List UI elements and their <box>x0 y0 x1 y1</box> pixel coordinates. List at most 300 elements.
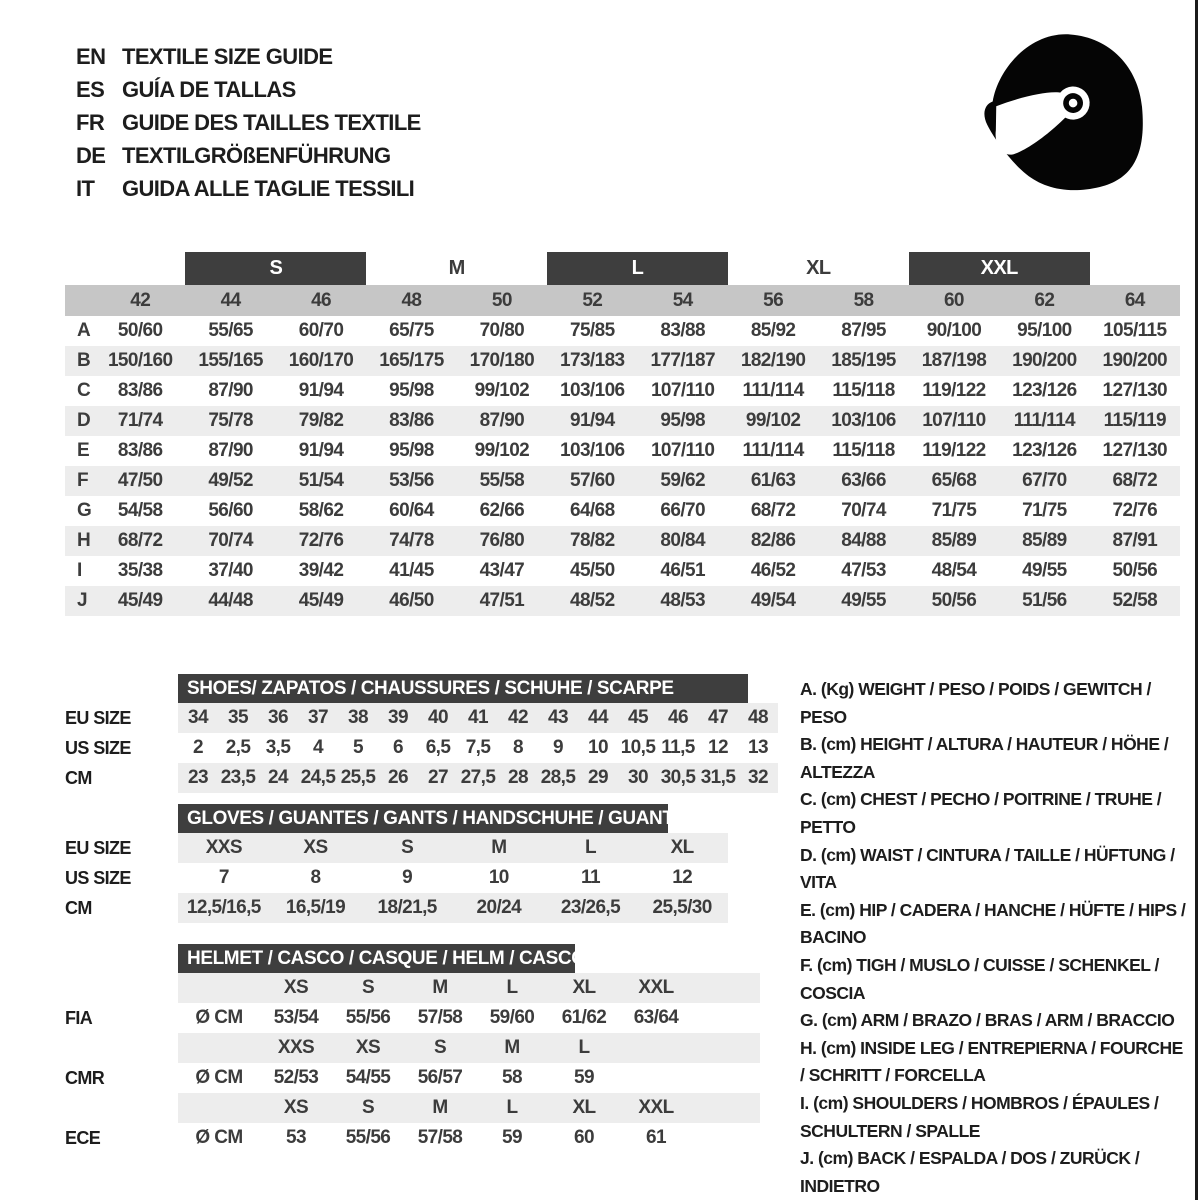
shoes-cell: 8 <box>513 737 523 758</box>
size-cell: 87/90 <box>208 380 253 401</box>
size-cell: 185/195 <box>831 350 896 371</box>
size-cell: 70/80 <box>479 320 525 341</box>
gloves-cells <box>178 893 728 923</box>
helmet-size-header: XL <box>572 977 596 998</box>
size-cell: 177/187 <box>650 350 715 371</box>
helmet-size-cell: 54/55 <box>345 1067 391 1088</box>
shoes-cell: 4 <box>313 737 323 758</box>
size-col-header: 62 <box>1034 289 1055 311</box>
shoes-cell: 12 <box>708 737 728 758</box>
size-cell: 72/76 <box>298 530 344 551</box>
shoes-cells <box>178 703 778 733</box>
shoes-cell: 26 <box>388 767 408 788</box>
shoes-cell: 31,5 <box>700 767 736 788</box>
language-row <box>76 106 421 139</box>
row-label: H <box>77 530 91 551</box>
size-cell: 60/70 <box>298 320 344 341</box>
shoes-cell: 25,5 <box>340 767 376 788</box>
size-col-header: 44 <box>220 289 241 311</box>
size-cell: 75/85 <box>570 320 615 341</box>
shoes-table-title: SHOES/ ZAPATOS / CHAUSSURES / SCHUHE / SCARPE <box>178 674 748 703</box>
shoes-cell: 30,5 <box>660 767 696 788</box>
shoes-cell: 32 <box>748 767 768 788</box>
helmet-standard-label: FIA <box>65 1007 93 1028</box>
size-cell: 83/86 <box>117 440 163 461</box>
shoes-cell: 47 <box>708 707 728 728</box>
shoes-cell: 27 <box>428 767 448 788</box>
size-cell: 53/56 <box>389 470 434 491</box>
size-col-header: 60 <box>943 289 964 311</box>
helmet-size-header-cells <box>178 1093 760 1123</box>
helmet-size-header: M <box>432 1097 448 1118</box>
gloves-cell: XXS <box>205 837 242 858</box>
size-cell: 71/75 <box>931 500 977 521</box>
size-cell: 83/86 <box>389 410 434 431</box>
shoes-row <box>65 703 778 733</box>
language-code: ES <box>76 77 105 102</box>
helmet-size-cell: 59 <box>502 1127 522 1148</box>
shoes-cell: 6,5 <box>425 737 451 758</box>
shoes-cell: 23,5 <box>220 767 256 788</box>
shoes-cell: 39 <box>388 707 408 728</box>
size-cell: 66/70 <box>660 500 705 521</box>
size-cell: 47/51 <box>479 590 525 611</box>
language-code: IT <box>76 176 95 201</box>
helmet-size-cell <box>620 1063 692 1093</box>
size-cell: 46/50 <box>389 590 434 611</box>
gloves-row-label: CM <box>65 897 92 918</box>
size-cell: 54/58 <box>117 500 163 521</box>
size-cell: 173/183 <box>560 350 625 371</box>
size-cell: 87/95 <box>841 320 886 341</box>
size-col-header: 64 <box>1124 289 1145 311</box>
size-cell: 68/72 <box>750 500 796 521</box>
language-code: DE <box>76 143 106 168</box>
size-cell: 87/90 <box>479 410 525 431</box>
size-cell: 64/68 <box>570 500 615 521</box>
gloves-cell: 8 <box>310 867 321 888</box>
textile-row-b <box>65 346 1180 376</box>
size-cell: 50/60 <box>117 320 163 341</box>
size-cell: 99/102 <box>474 440 530 461</box>
gloves-cell: 7 <box>218 867 229 888</box>
size-cell: 83/86 <box>117 380 163 401</box>
helmet-standard-label: ECE <box>65 1127 101 1148</box>
helmet-size-header-cells <box>178 1033 760 1063</box>
gloves-size-table <box>65 804 728 923</box>
shoes-cell: 24 <box>268 767 288 788</box>
textile-row-h <box>65 526 1180 556</box>
size-cell: 76/80 <box>479 530 525 551</box>
shoes-row-label: EU SIZE <box>65 707 131 728</box>
size-cell: 45/49 <box>298 590 344 611</box>
size-cell: 111/114 <box>1013 410 1076 431</box>
helmet-size-header: L <box>506 977 518 998</box>
size-cell: 50/56 <box>1112 560 1158 581</box>
shoes-cell: 24,5 <box>300 767 336 788</box>
size-cell: 90/100 <box>926 320 982 341</box>
size-cell: 111/114 <box>742 380 804 401</box>
size-col-header: 42 <box>130 289 151 311</box>
size-cell: 75/78 <box>208 410 253 431</box>
size-cell: 190/200 <box>1012 350 1077 371</box>
guide-title: GUÍA DE TALLAS <box>122 77 296 102</box>
helmet-size-header: XXL <box>638 977 674 998</box>
helmet-size-cell: 57/58 <box>417 1007 463 1028</box>
size-cell: 49/55 <box>841 590 886 611</box>
size-cell: 85/92 <box>750 320 796 341</box>
size-cell: 103/106 <box>831 410 896 431</box>
helmet-size-table <box>65 944 760 1153</box>
size-cell: 50/56 <box>931 590 977 611</box>
gloves-row-label: EU SIZE <box>65 837 131 858</box>
shoes-row-label: US SIZE <box>65 737 131 758</box>
guide-title: TEXTILGRÖßENFÜHRUNG <box>122 143 391 168</box>
size-col-header: 48 <box>401 289 422 311</box>
legend-entry: J. (cm) BACK / ESPALDA / DOS / ZURÜCK / INDIETRO <box>800 1148 1140 1196</box>
helmet-value-cells <box>178 1063 760 1093</box>
language-row <box>76 139 421 172</box>
gloves-cell: L <box>584 837 596 858</box>
helmet-size-cell: 61/62 <box>561 1007 607 1028</box>
size-cell: 87/91 <box>1112 530 1158 551</box>
measurement-legend <box>800 676 1190 1200</box>
gloves-cell: XS <box>303 837 328 858</box>
legend-entry: D. (cm) WAIST / CINTURA / TAILLE / HÜFTUNG / VITA <box>800 844 1175 893</box>
size-cell: 170/180 <box>469 350 535 371</box>
size-cell: 119/122 <box>922 380 986 401</box>
shoes-cells <box>178 733 778 763</box>
shoes-cell: 30 <box>628 767 648 788</box>
size-cell: 41/45 <box>389 560 434 581</box>
gloves-cell: 11 <box>581 867 600 888</box>
gloves-table-title: GLOVES / GUANTES / GANTS / HANDSCHUHE / GUANTI <box>178 804 668 833</box>
size-band-m: M <box>448 257 465 279</box>
textile-row-g <box>65 496 1180 526</box>
size-cell: 61/63 <box>750 470 796 491</box>
shoes-cell: 9 <box>553 737 563 758</box>
helmet-size-cell: 53 <box>286 1127 306 1148</box>
size-cell: 87/90 <box>208 440 253 461</box>
gloves-cells <box>178 863 728 893</box>
legend-entry: F. (cm) TIGH / MUSLO / CUISSE / SCHENKEL / COSCIA <box>800 954 1159 1003</box>
size-cell: 43/47 <box>479 560 525 581</box>
gloves-cell: M <box>491 837 507 858</box>
shoes-cell: 40 <box>428 707 448 728</box>
language-code: EN <box>76 44 106 69</box>
shoes-cell: 6 <box>393 737 403 758</box>
size-cell: 150/160 <box>107 350 173 371</box>
helmet-table-title: HELMET / CASCO / CASQUE / HELM / CASCO <box>178 944 575 973</box>
helmet-size-cell: 59 <box>574 1067 594 1088</box>
size-cell: 123/126 <box>1012 440 1077 461</box>
size-cell: 107/110 <box>650 440 715 461</box>
helmet-size-header: S <box>361 977 375 998</box>
size-cell: 95/100 <box>1017 320 1072 341</box>
row-label: D <box>77 410 91 431</box>
helmet-size-cell: 55/56 <box>345 1127 391 1148</box>
size-cell: 85/89 <box>1022 530 1067 551</box>
shoes-row <box>65 733 778 763</box>
row-label: E <box>77 440 90 461</box>
textile-row-e <box>65 436 1180 466</box>
row-label: B <box>77 350 91 371</box>
shoes-row <box>65 763 778 793</box>
size-cell: 155/165 <box>198 350 263 371</box>
helmet-size-header: XL <box>572 1097 596 1118</box>
shoes-cell: 37 <box>308 707 328 728</box>
size-cell: 65/75 <box>389 320 434 341</box>
shoes-cells <box>178 763 778 793</box>
textile-row-i <box>65 556 1180 586</box>
shoes-cell: 10,5 <box>620 737 656 758</box>
shoes-cell: 3,5 <box>265 737 291 758</box>
size-cell: 107/110 <box>650 380 715 401</box>
textile-row-j <box>65 586 1180 616</box>
size-cell: 56/60 <box>208 500 253 521</box>
size-cell: 59/62 <box>660 470 705 491</box>
size-cell: 79/82 <box>298 410 344 431</box>
size-band-xxl: XXL <box>909 252 1090 285</box>
size-col-header: 54 <box>672 289 693 311</box>
helmet-value-cells <box>178 1123 760 1153</box>
size-cell: 99/102 <box>745 410 801 431</box>
helmet-size-header <box>620 1033 692 1063</box>
shoes-cell: 45 <box>628 707 648 728</box>
size-cell: 83/88 <box>660 320 705 341</box>
size-cell: 80/84 <box>660 530 705 551</box>
helmet-standard-row-ece <box>65 1123 760 1153</box>
size-band-xl: XL <box>806 257 831 279</box>
size-col-header: 50 <box>491 289 512 311</box>
size-cell: 111/114 <box>742 440 804 461</box>
helmet-unit-spacer <box>178 973 260 1003</box>
helmet-row-spacer <box>65 1033 178 1063</box>
shoes-cell: 44 <box>588 707 608 728</box>
size-cell: 95/98 <box>389 380 434 401</box>
size-cell: 52/58 <box>1112 590 1158 611</box>
helmet-unit-spacer <box>178 1033 260 1063</box>
size-cell: 62/66 <box>479 500 525 521</box>
gloves-cell: 12,5/16,5 <box>186 897 261 918</box>
shoes-cell: 2 <box>193 737 203 758</box>
size-cell: 115/119 <box>1103 410 1166 431</box>
size-cell: 95/98 <box>660 410 705 431</box>
shoes-cell: 28 <box>508 767 528 788</box>
row-label: I <box>77 560 82 581</box>
shoes-cell: 2,5 <box>225 737 251 758</box>
helmet-size-cell: 56/57 <box>417 1067 463 1088</box>
page-edge-line <box>1195 0 1198 1200</box>
size-cell: 115/118 <box>832 380 895 401</box>
helmet-standard-row-cmr <box>65 1063 760 1093</box>
size-cell: 70/74 <box>841 500 886 521</box>
size-cell: 68/72 <box>1112 470 1158 491</box>
helmet-unit-spacer <box>178 1093 260 1123</box>
size-cell: 68/72 <box>117 530 163 551</box>
guide-title: GUIDE DES TAILLES TEXTILE <box>122 110 421 135</box>
helmet-size-header: M <box>504 1037 520 1058</box>
helmet-size-header-row <box>65 1093 760 1123</box>
size-cell: 127/130 <box>1102 440 1168 461</box>
size-cell: 45/49 <box>117 590 163 611</box>
gloves-cell: 25,5/30 <box>652 897 712 918</box>
shoes-cell: 7,5 <box>465 737 491 758</box>
shoes-cell: 35 <box>228 707 248 728</box>
textile-row-d <box>65 406 1180 436</box>
size-cell: 182/190 <box>740 350 806 371</box>
shoes-cell: 23 <box>188 767 208 788</box>
row-label: F <box>77 470 89 491</box>
helmet-standard-row-fia <box>65 1003 760 1033</box>
textile-measure-rows <box>65 316 1180 616</box>
size-cell: 71/75 <box>1022 500 1067 521</box>
size-cell: 105/115 <box>1103 320 1167 341</box>
helmet-size-cell: 61 <box>646 1127 666 1148</box>
row-label: C <box>77 380 91 401</box>
gloves-cell: 20/24 <box>476 897 522 918</box>
shoes-cell: 28,5 <box>540 767 576 788</box>
size-cell: 57/60 <box>570 470 615 491</box>
size-cell: 51/56 <box>1022 590 1067 611</box>
size-cell: 165/175 <box>379 350 444 371</box>
size-cell: 48/52 <box>570 590 615 611</box>
gloves-cell: 9 <box>402 867 413 888</box>
helmet-size-header-cells <box>178 973 760 1003</box>
size-cell: 72/76 <box>1112 500 1158 521</box>
size-cell: 187/198 <box>921 350 987 371</box>
size-cell: 63/66 <box>841 470 886 491</box>
size-cell: 91/94 <box>570 410 615 431</box>
shoes-cell: 27,5 <box>460 767 496 788</box>
shoes-cell: 38 <box>348 707 368 728</box>
language-code: FR <box>76 110 105 135</box>
size-cell: 37/40 <box>208 560 253 581</box>
gloves-cell: 18/21,5 <box>377 897 437 918</box>
helmet-size-header: XS <box>283 1097 309 1118</box>
size-cell: 91/94 <box>298 440 344 461</box>
helmet-row-spacer <box>65 1093 178 1123</box>
helmet-size-header: M <box>432 977 448 998</box>
size-cell: 46/52 <box>750 560 796 581</box>
size-cell: 84/88 <box>841 530 886 551</box>
language-row <box>76 172 421 205</box>
size-cell: 71/74 <box>117 410 163 431</box>
legend-entry: A. (Kg) WEIGHT / PESO / POIDS / GEWITCH / PESO <box>800 679 1151 727</box>
size-cell: 95/98 <box>389 440 434 461</box>
size-cell: 55/58 <box>479 470 525 491</box>
gloves-row <box>65 893 728 923</box>
legend-entry: H. (cm) INSIDE LEG / ENTREPIERNA / FOURCHE / SCHRITT / FORCELLA <box>800 1037 1183 1086</box>
size-cell: 48/53 <box>660 590 705 611</box>
helmet-size-cell: 63/64 <box>633 1007 679 1028</box>
helmet-unit-label: Ø CM <box>195 1007 243 1028</box>
legend-entry: G. (cm) ARM / BRAZO / BRAS / ARM / BRACCIO <box>800 1010 1175 1031</box>
gloves-cell: S <box>401 837 414 858</box>
size-cell: 190/200 <box>1102 350 1168 371</box>
size-cell: 49/55 <box>1022 560 1067 581</box>
shoes-cell: 41 <box>468 707 488 728</box>
size-cell: 49/52 <box>208 470 253 491</box>
size-col-header: 56 <box>763 289 784 311</box>
helmet-standard-label: CMR <box>65 1067 105 1088</box>
guide-title: GUIDA ALLE TAGLIE TESSILI <box>122 176 415 201</box>
gloves-cell: XL <box>670 837 694 858</box>
size-cell: 39/42 <box>298 560 344 581</box>
size-cell: 82/86 <box>750 530 796 551</box>
shoes-cell: 11,5 <box>661 737 695 758</box>
size-cell: 70/74 <box>208 530 253 551</box>
guide-title: TEXTILE SIZE GUIDE <box>122 44 333 69</box>
size-cell: 67/70 <box>1022 470 1067 491</box>
helmet-size-header: XXS <box>277 1037 315 1058</box>
row-label: J <box>77 590 87 611</box>
size-col-header: 46 <box>311 289 331 311</box>
helmet-size-cell: 57/58 <box>417 1127 463 1148</box>
helmet-size-header: L <box>578 1037 590 1058</box>
shoes-size-table <box>65 674 778 793</box>
shoes-cell: 46 <box>668 707 688 728</box>
legend-entry: E. (cm) HIP / CADERA / HANCHE / HÜFTE / HIPS / BACINO <box>800 899 1186 948</box>
size-cell: 55/65 <box>208 320 253 341</box>
shoes-cell: 34 <box>188 707 208 728</box>
legend-entry: B. (cm) HEIGHT / ALTURA / HAUTEUR / HÖHE / ALTEZZA <box>800 734 1169 782</box>
helmet-size-cell: 55/56 <box>345 1007 391 1028</box>
size-cell: 49/54 <box>750 590 796 611</box>
helmet-size-cell: 52/53 <box>273 1067 319 1088</box>
size-col-header: 52 <box>582 289 603 311</box>
size-cell: 103/106 <box>560 440 625 461</box>
row-label: A <box>77 320 91 341</box>
helmet-size-cell: 59/60 <box>489 1007 535 1028</box>
shoes-cell: 10 <box>588 737 608 758</box>
size-band-l: L <box>547 252 728 285</box>
size-cell: 99/102 <box>474 380 530 401</box>
row-label: G <box>77 500 92 521</box>
helmet-size-header: L <box>506 1097 518 1118</box>
shoes-row-label: CM <box>65 767 92 788</box>
gloves-cell: 23/26,5 <box>560 897 621 918</box>
gloves-row <box>65 833 728 863</box>
helmet-unit-label: Ø CM <box>195 1067 243 1088</box>
size-cell: 127/130 <box>1102 380 1168 401</box>
language-row <box>76 73 421 106</box>
racing-helmet-icon <box>976 26 1151 206</box>
helmet-unit-label: Ø CM <box>195 1127 243 1148</box>
shoes-cell: 43 <box>548 707 568 728</box>
helmet-size-header: S <box>361 1097 375 1118</box>
textile-size-table <box>65 252 1180 616</box>
helmet-size-cell: 53/54 <box>273 1007 319 1028</box>
shoes-cell: 5 <box>353 737 363 758</box>
helmet-size-header: XS <box>355 1037 381 1058</box>
size-header-spacer <box>65 285 95 316</box>
textile-row-c <box>65 376 1180 406</box>
size-cell: 78/82 <box>570 530 615 551</box>
legend-entry: I. (cm) SHOULDERS / HOMBROS / ÉPAULES / SCHULTERN / SPALLE <box>800 1092 1159 1141</box>
shoes-cell: 13 <box>748 737 768 758</box>
size-cell: 60/64 <box>389 500 434 521</box>
size-cell: 85/89 <box>931 530 977 551</box>
gloves-row <box>65 863 728 893</box>
size-cell: 160/170 <box>288 350 354 371</box>
size-cell: 48/54 <box>931 560 977 581</box>
size-cell: 47/50 <box>117 470 163 491</box>
shoes-cell: 29 <box>588 767 608 788</box>
size-cell: 35/38 <box>117 560 163 581</box>
helmet-size-header: XS <box>283 977 309 998</box>
size-cell: 115/118 <box>832 440 895 461</box>
